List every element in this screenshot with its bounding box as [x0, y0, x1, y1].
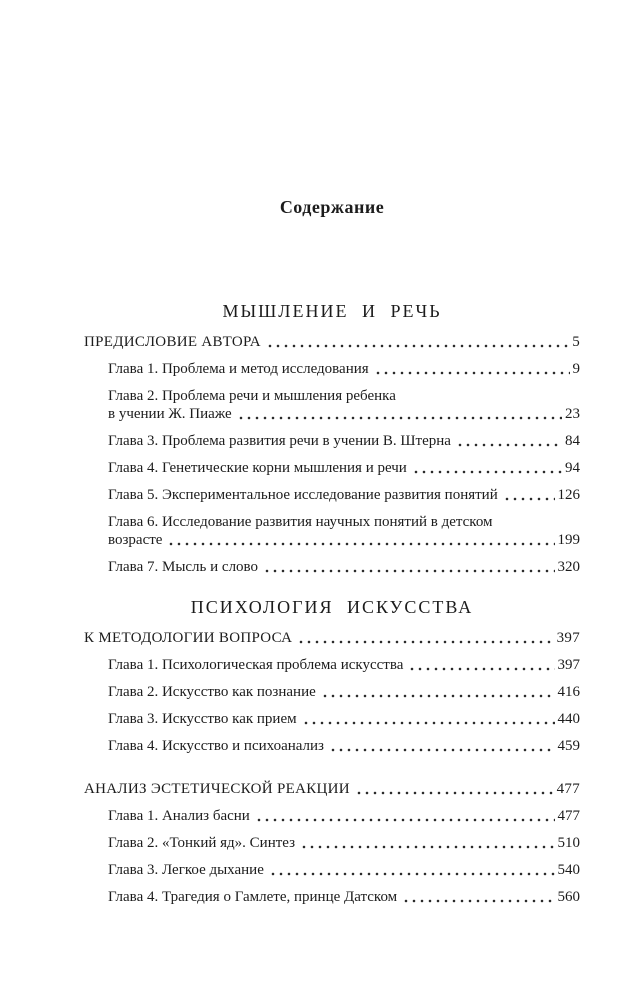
dot-leader	[503, 490, 555, 504]
toc-entry-page: 459	[557, 738, 580, 754]
dot-leader	[300, 838, 554, 852]
toc-entry	[84, 807, 580, 825]
toc-entry-page: 320	[557, 559, 580, 575]
toc-entry	[84, 432, 580, 450]
dot-leader	[456, 436, 562, 450]
toc-entry-page: 5	[572, 334, 580, 350]
dot-leader	[329, 741, 555, 755]
toc-entry	[84, 656, 580, 674]
toc-entry-label: Глава 4. Генетические корни мышления и речи	[108, 460, 407, 476]
toc-entry	[84, 360, 580, 378]
toc-entry	[84, 513, 580, 549]
toc-entry	[84, 333, 580, 351]
toc-subsection-aesthetic-reaction	[84, 780, 580, 906]
toc-entry-page: 510	[557, 835, 580, 851]
section-heading-psychology-of-art: ПСИХОЛОГИЯ ИСКУССТВА	[190, 597, 474, 617]
toc-entry-page: 199	[557, 532, 580, 548]
toc-entry-label-line1: Глава 6. Исследование развития научных понятий в детском	[108, 514, 493, 530]
toc-entry-page: 477	[556, 781, 580, 797]
toc-entry-page: 126	[557, 487, 580, 503]
toc-entry-label: Глава 1. Психологическая проблема искусства	[108, 657, 404, 673]
dot-leader	[355, 784, 554, 798]
toc-entry	[84, 459, 580, 477]
toc-entry-page: 9	[572, 361, 580, 377]
toc-entry-label-line2: в учении Ж. Пиаже	[108, 406, 232, 422]
toc-entry-page: 23	[565, 406, 580, 422]
toc-entry-label: Глава 4. Трагедия о Гамлете, принце Датском	[108, 889, 398, 905]
toc-entry-page: 84	[565, 433, 580, 449]
toc-entry-label: Глава 4. Искусство и психоанализ	[108, 738, 324, 754]
toc-entry-label: Глава 2. «Тонкий яд». Синтез	[108, 835, 296, 851]
dot-leader	[402, 892, 554, 906]
dot-leader	[408, 660, 554, 674]
toc-entry	[84, 629, 580, 647]
toc-entry	[84, 710, 580, 728]
toc-entry	[84, 387, 580, 423]
dot-leader	[266, 337, 569, 351]
toc-entry-label: ПРЕДИСЛОВИЕ АВТОРА	[84, 334, 261, 350]
toc-entry	[84, 780, 580, 798]
toc-entry-label: Глава 1. Анализ басни	[108, 808, 250, 824]
toc-entry	[84, 861, 580, 879]
page-title: Содержание	[279, 197, 385, 217]
dot-leader	[263, 562, 554, 576]
toc-entry-page: 94	[565, 460, 580, 476]
dot-leader	[374, 364, 570, 378]
toc-entry-label: Глава 1. Проблема и метод исследования	[108, 361, 369, 377]
toc-entry-page: 477	[557, 808, 580, 824]
toc-entry-label: Глава 3. Проблема развития речи в учении В. Штерна	[108, 433, 451, 449]
toc-entry-label: Глава 3. Легкое дыхание	[108, 862, 264, 878]
toc-entry	[84, 888, 580, 906]
toc-entry	[84, 683, 580, 701]
toc-entry-page: 397	[556, 630, 580, 646]
toc-entry-label: Глава 2. Искусство как познание	[108, 684, 316, 700]
toc-entry-page: 560	[557, 889, 580, 905]
toc-entry-label: АНАЛИЗ ЭСТЕТИЧЕСКОЙ РЕАКЦИИ	[84, 781, 350, 797]
dot-leader	[302, 714, 555, 728]
toc-entry	[84, 834, 580, 852]
toc-entry-label-line1: Глава 2. Проблема речи и мышления ребенка	[108, 388, 396, 404]
dot-leader	[255, 811, 555, 825]
toc-entry-label-line2: возрасте	[108, 532, 163, 548]
dot-leader	[297, 633, 553, 647]
dot-leader	[237, 409, 562, 423]
toc-entry-page: 397	[557, 657, 580, 673]
toc-entry	[84, 737, 580, 755]
dot-leader	[269, 865, 555, 879]
toc-entry-label: К МЕТОДОЛОГИИ ВОПРОСА	[84, 630, 293, 646]
toc-entry-page: 440	[557, 711, 580, 727]
section-heading-thinking-and-speech: МЫШЛЕНИЕ И РЕЧЬ	[222, 301, 442, 321]
toc-entry-label: Глава 7. Мысль и слово	[108, 559, 259, 575]
dot-leader	[321, 687, 555, 701]
toc-entry-label: Глава 3. Искусство как прием	[108, 711, 297, 727]
toc-entry-label: Глава 5. Экспериментальное исследование развития понятий	[108, 487, 498, 503]
dot-leader	[412, 463, 562, 477]
toc-entry-page: 540	[557, 862, 580, 878]
toc-entry	[84, 558, 580, 576]
dot-leader	[167, 535, 554, 549]
toc-entry	[84, 486, 580, 504]
toc-entry-page: 416	[557, 684, 580, 700]
